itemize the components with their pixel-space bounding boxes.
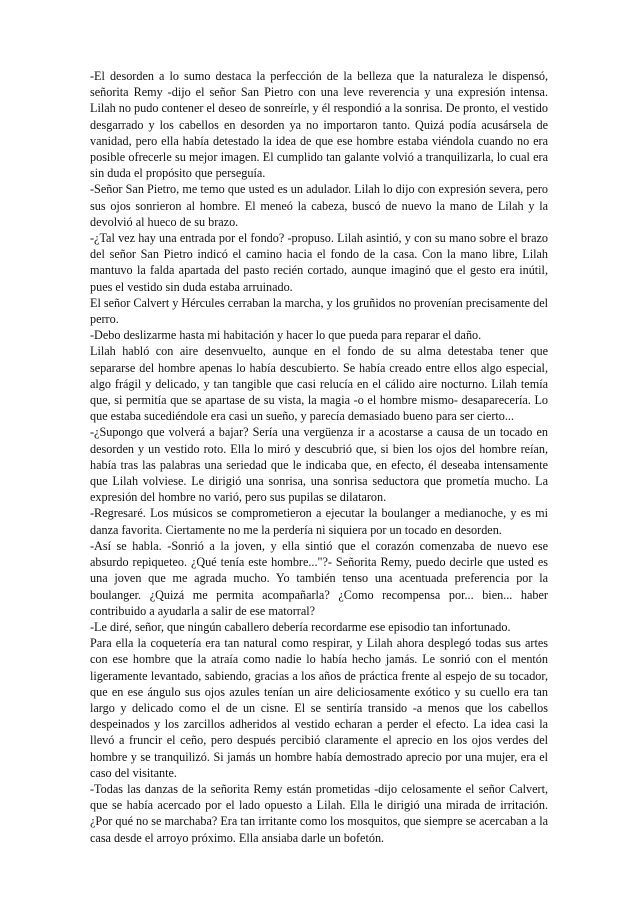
paragraph: -Le diré, señor, que ningún caballero debería recordarme ese episodio tan infortunado. bbox=[90, 619, 511, 634]
paragraph: El señor Calvert y Hércules cerraban la marcha, y los gruñidos no provenían precisamente del perro. bbox=[90, 295, 548, 327]
paragraph: -¿Supongo que volverá a bajar? Sería una vergüenza ir a acostarse a causa de un tocado en desorden y un vestido roto. Ella lo miró y descubrió que, si bien los ojos del hombre reían, había tras las palabras una seriedad que le indicaba que, en efecto, él deseaba intensamente que Lilah volviese. Le dirigió una sonrisa, una sonrisa seductora que prometía mucho. La expresión del hombre no varió, pero sus pupilas se dilataron. bbox=[90, 425, 548, 505]
paragraph: -Todas las danzas de la señorita Remy están prometidas -dijo celosamente el señor Calvert, que se había acercado por el lado opuesto a Lilah. Ella le dirigió una mirada de irritación. ¿Por qué no se marchaba? Era tan irritante como los mosquitos, que siempre se acercaban a la casa desde el arroyo próximo. Ella ansiaba darle un bofetón. bbox=[90, 781, 548, 845]
paragraph: -¿Tal vez hay una entrada por el fondo? -propuso. Lilah asintió, y con su mano sobre el brazo del señor San Pietro indicó el camino hacia el fondo de la casa. Con la mano libre, Lilah mantuvo la falda apartada del pasto recién cortado, aunque imaginó que el gesto era inútil, pues el vestido sin duda estaba arruinado. bbox=[90, 231, 548, 294]
paragraph: Lilah habló con aire desenvuelto, aunque en el fondo de su alma detestaba tener que separarse del hombre apenas lo había descubierto. Se había creado entre ellos algo especial, algo frágil y delicado, y tan tangible que casi relucía en el cálido aire nocturno. Lilah temía que, si permitía que se apartase de su vista, la magia -o el hombre mismo- desaparecería. Lo que estaba sucediéndole era casi un sueño, y parecía demasiado bueno para ser cierto... bbox=[90, 344, 548, 424]
paragraph: -Debo deslizarme hasta mi habitación y hacer lo que pueda para reparar el daño. bbox=[90, 328, 482, 343]
paragraph: -Así se habla. -Sonrió a la joven, y ella sintió que el corazón comenzaba de nuevo ese absurdo repiqueteo. ¿Qué tenía este hombre..."?- Señorita Remy, puedo decirle que usted es una joven que me agrada mucho. Yo también tenso una acentuada preferencia por la boulanger. ¿Quizá me permita acompañarla? ¿Como recompensa por... bien... haber contribuido a ayudarla a salir de ese matorral? bbox=[90, 538, 548, 618]
paragraph: -El desorden a lo sumo destaca la perfección de la belleza que la naturaleza le dispensó, señorita Remy -dijo el señor San Pietro con una leve reverencia y una expresión intensa. Lilah no pudo contener el deseo de sonreírle, y él respondió a la sonrisa. De pronto, el vestido desgarrado y los cabellos en desorden ya no importaron tanto. Quizá podía acusársela de vanidad, pero ella había detestado la idea de que ese hombre estaba viéndola cuando no era posible ofrecerle su mejor imagen. El cumplido tan galante volvió a tranquilizarla, lo cual era sin duda el propósito que perseguía. bbox=[90, 69, 548, 181]
paragraph: -Señor San Pietro, me temo que usted es un adulador. Lilah lo dijo con expresión severa, pero sus ojos sonrieron al hombre. El meneó la cabeza, buscó de nuevo la mano de Lilah y la devolvió al hueco de su brazo. bbox=[90, 182, 548, 229]
paragraph: -Regresaré. Los músicos se comprometieron a ejecutar la boulanger a medianoche, y es mi danza favorita. Ciertamente no me la perdería ni siquiera por un tocado en desorden. bbox=[90, 506, 548, 537]
document-page bbox=[90, 68, 548, 846]
paragraph: Para ella la coquetería era tan natural como respirar, y Lilah ahora desplegó todas sus artes con ese hombre que la atraía como nadie lo había hecho jamás. Le sonrió con el mentón ligeramente levantado, sabiendo, gracias a los años de práctica frente al espejo de su tocador, que en ese ángulo sus ojos azules tenían un aire deliciosamente exótico y su cuello era tan largo y delicado como el de un cisne. El se sentiría transido -a menos que los cabellos despeinados y los zarcillos adheridos al vestido echaran a perder el efecto. La idea casi la llevó a fruncir el ceño, pero después percibió claramente el aprecio en los ojos verdes del hombre y se tranquilizó. Si jamás un hombre había demostrado aprecio por una mujer, era el caso del visitante. bbox=[90, 636, 548, 780]
